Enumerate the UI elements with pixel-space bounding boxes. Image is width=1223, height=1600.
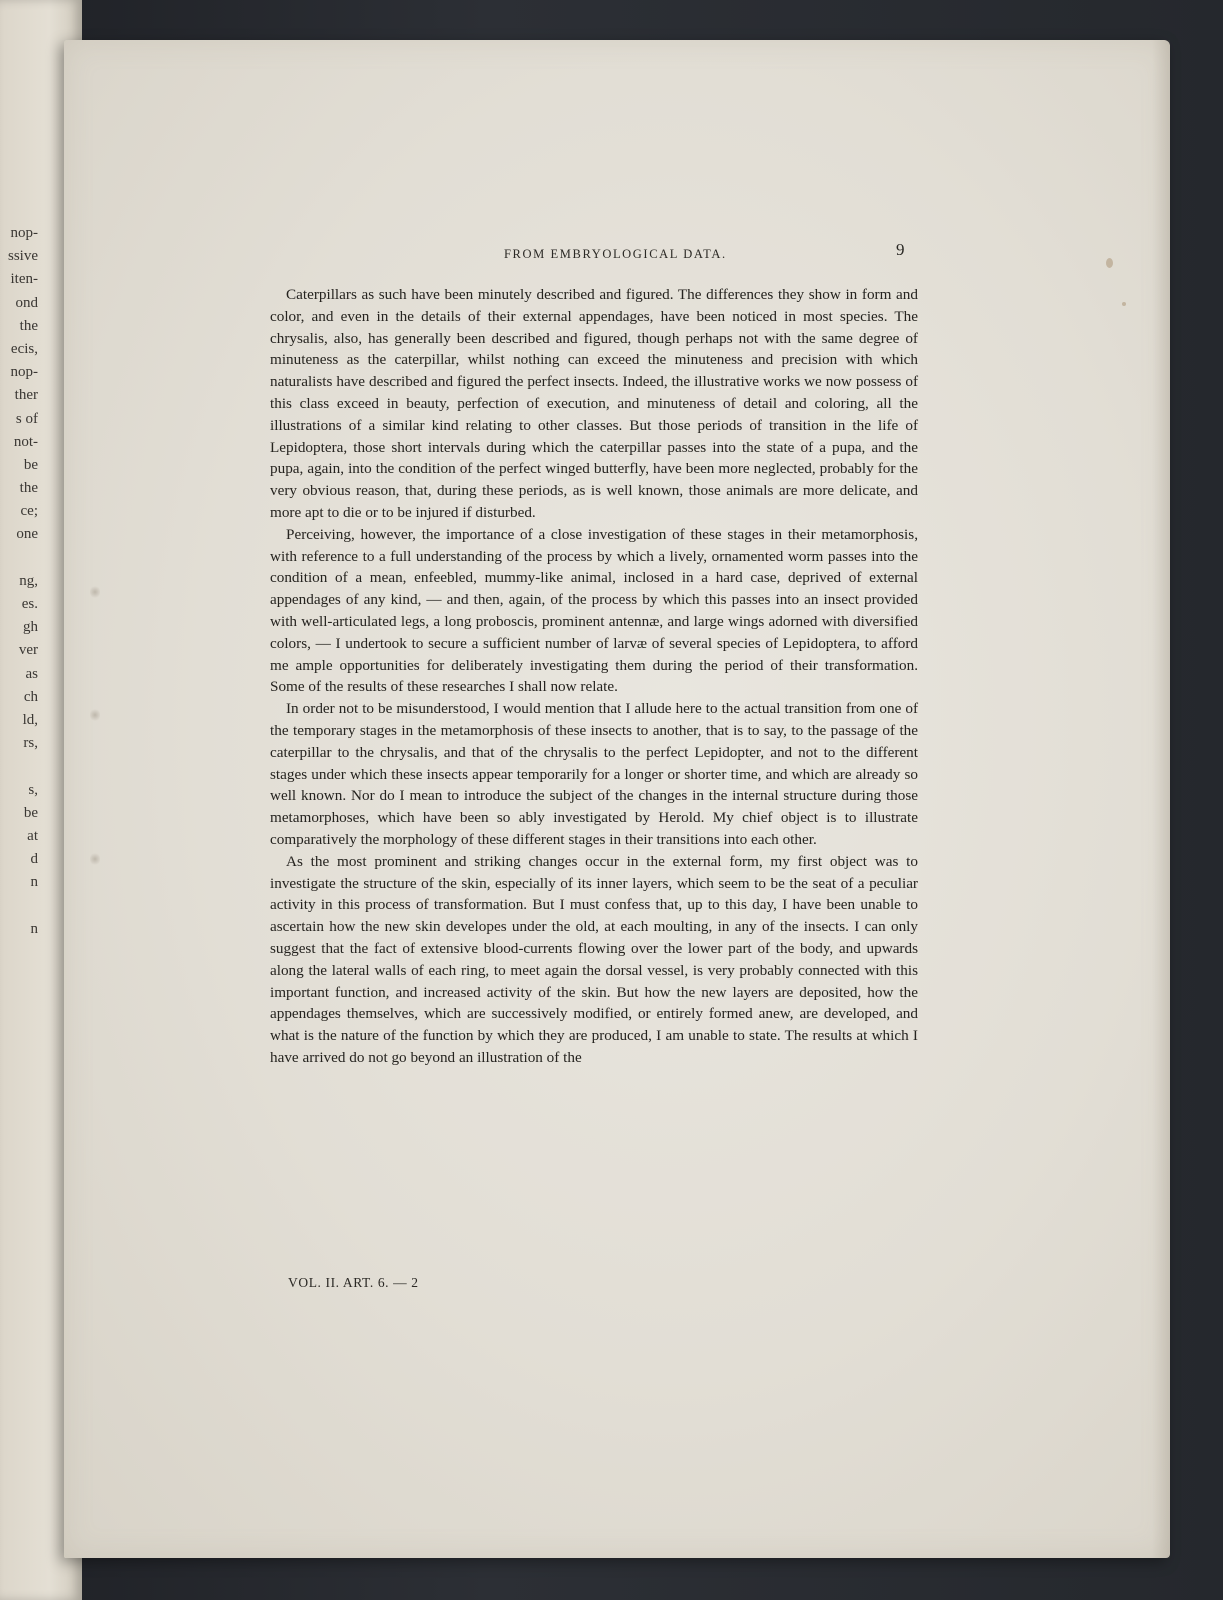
- paper-stain: [1106, 258, 1113, 268]
- left-fragment: d: [30, 851, 38, 868]
- left-fragment: be: [23, 456, 38, 473]
- paragraph: Perceiving, however, the importance of a close investigation of these stages in their metamorphosis, with reference to a full understanding of the process by which a lively, ornamented worm passes into the condition of a mean, enfeebled, mummy-like animal, inclosed in a hard case, deprived of external appendages of any kind, — and then, again, of the process by which this passes into an insect provided with well-articulated legs, a long proboscis, prominent antennæ, and large wings adorned with diversified colors, — I undertook to secure a sufficient number of larvæ of several species of Lepidoptera, to afford me ample opportunities for deliberately investigating them during the period of their transformation. Some of the results of these researches I shall now relate.: [270, 525, 918, 696]
- left-fragment: gh: [23, 619, 38, 636]
- left-fragment: [2, 894, 38, 917]
- binding-hole: [90, 585, 100, 599]
- left-fragment: ecis,: [10, 340, 38, 357]
- left-fragment: not-: [13, 433, 38, 450]
- left-fragment: n: [30, 920, 38, 937]
- left-fragment: ond: [15, 294, 38, 311]
- running-header: FROM EMBRYOLOGICAL DATA.: [504, 247, 727, 261]
- paper-stain: [1122, 302, 1126, 306]
- left-fragment: be: [23, 804, 38, 821]
- left-fragment: as: [25, 665, 38, 682]
- left-fragment: s of: [15, 410, 38, 427]
- signature-footer: VOL. II. ART. 6. — 2: [288, 1275, 419, 1290]
- left-fragment: ce;: [20, 503, 38, 520]
- left-fragment: s,: [28, 781, 38, 798]
- body-text: [270, 284, 918, 1069]
- left-fragment: [2, 755, 38, 778]
- left-fragment: ng,: [19, 572, 38, 589]
- left-fragment: [2, 547, 38, 570]
- left-fragment: es.: [21, 596, 38, 612]
- left-fragment: ch: [23, 688, 38, 705]
- left-fragment: iten-: [10, 271, 38, 288]
- left-fragment: ld,: [22, 711, 38, 728]
- left-fragment: the: [19, 480, 38, 497]
- page-number: 9: [896, 240, 905, 259]
- left-page-text-fragments: [2, 222, 38, 941]
- left-fragment: ver: [18, 642, 38, 659]
- book-page: [64, 40, 1170, 1558]
- binding-hole: [90, 708, 100, 722]
- binding-hole: [90, 852, 100, 866]
- page-edge-shadow: [1152, 40, 1170, 1558]
- left-fragment: ther: [14, 387, 38, 404]
- left-fragment: nop-: [10, 225, 38, 241]
- left-fragment: the: [19, 317, 38, 334]
- paragraph: As the most prominent and striking changes occur in the external form, my first object was to investigate the structure of the skin, especially of its inner layers, which seem to be the seat of a peculiar activity in this process of transformation. But I must confess that, up to this day, I have been unable to ascertain how the new skin developes under the old, at each moulting, in any of the insects. I can only suggest that the fact of extensive blood-currents flowing over the lower part of the body, and upwards along the lateral walls of each ring, to meet again the dorsal vessel, is very probably connected with this important function, and increased activity of the skin. But how the new layers are deposited, how the appendages themselves, which are successively modified, or entirely formed anew, are developed, and what is the nature of the function by which they are produced, I am unable to state. The results at which I have arrived do not go beyond an illustration of the: [270, 852, 918, 1066]
- paragraph: Caterpillars as such have been minutely described and figured. The differences they show in form and color, and even in the details of their external appendages, have been noticed in most species. The chrysalis, also, has generally been described and figured, though perhaps not with the same degree of minuteness as the caterpillar, whilst nothing can exceed the minuteness and precision with which naturalists have described and figured the perfect insects. Indeed, the illustrative works we now possess of this class exceed in beauty, perfection of execution, and minuteness of detail and coloring, all the illustrations of a similar kind relating to other classes. But those periods of transition in the life of Lepidoptera, those short intervals during which the caterpillar passes into the state of a pupa, and the pupa, again, into the condition of the perfect winged butterfly, have been more neglected, probably for the very obvious reason, that, during these periods, as is well known, those animals are more delicate, and more apt to die or to be injured if disturbed.: [270, 286, 918, 521]
- left-fragment: ssive: [8, 248, 38, 265]
- left-fragment: rs,: [23, 735, 38, 752]
- left-fragment: one: [16, 526, 38, 543]
- left-fragment: n: [30, 874, 38, 891]
- paragraph: In order not to be misunderstood, I would mention that I allude here to the actual transition from one of the temporary stages in the metamorphosis of these insects to another, that is to say, to the passage of the caterpillar to the chrysalis, and that of the chrysalis to the perfect Lepidopter, and not to the different stages under which these insects appear temporarily for a longer or shorter time, and which are already so well known. Nor do I mean to introduce the subject of the changes in the internal structure during those metamorphoses, which have been so ably investigated by Herold. My chief object is to illustrate comparatively the morphology of these different stages in their transitions into each other.: [270, 700, 918, 848]
- left-fragment: nop-: [10, 364, 38, 381]
- left-fragment: at: [27, 827, 38, 844]
